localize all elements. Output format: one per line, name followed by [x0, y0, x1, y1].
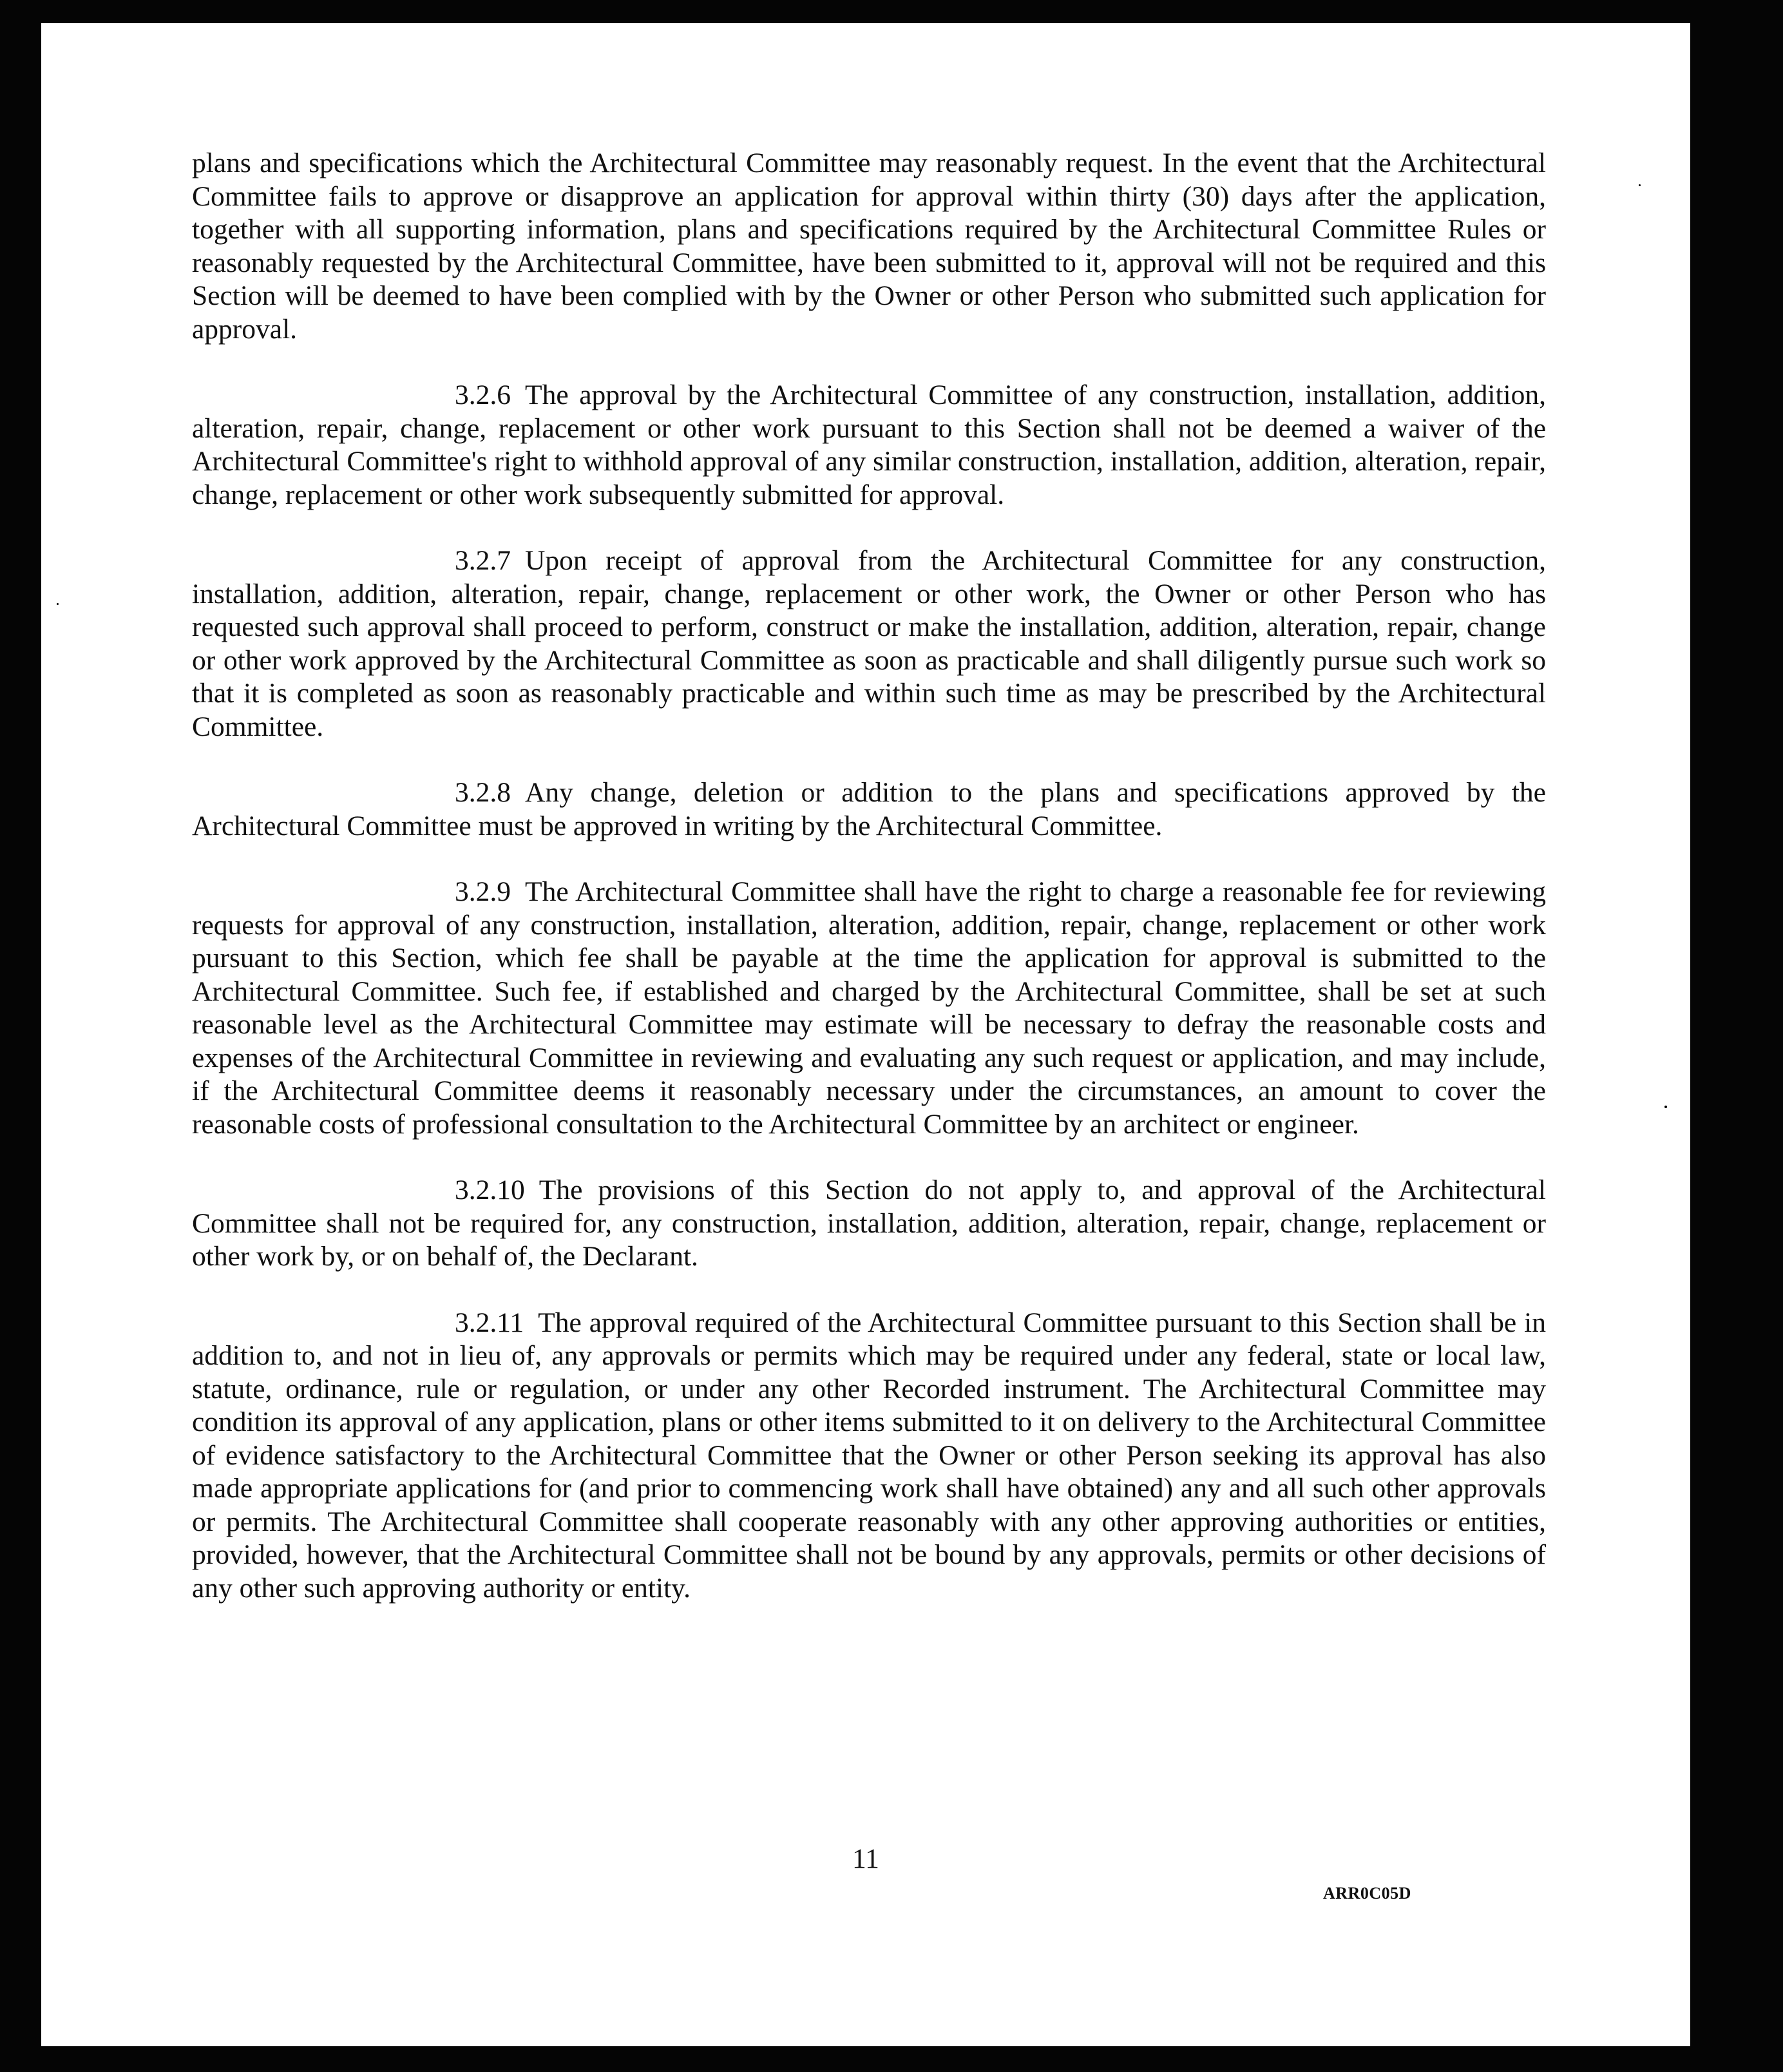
section-text: The approval required of the Architectural Committee pursuant to this Section shall be in addition to, and not in lieu of, any approvals or permits which may be required under any federal, state or local law, statute, ordinance, rule or regulation, or under any other Recorded instrument. The Architectural Committee may condition its approval of any application, plans or other items submitted to it on delivery to the Architectural Committee of evidence satisfactory to the Architectural Committee that the Owner or other Person seeking its approval has also made appropriate applications for (and prior to commencing work shall have obtained) any and all such other approvals or permits. The Architectural Committee shall cooperate reasonably with any other approving authorities or entities, provided, however, that the Architectural Committee shall not be bound by any approvals, permits or other decisions of any other such approving authority or entity.: [192, 1307, 1546, 1604]
scan-speck: [57, 603, 59, 605]
section-3-2-7: [192, 544, 1546, 743]
section-text: The Architectural Committee shall have the right to charge a reasonable fee for reviewing requests for approval of any construction, installation, alteration, addition, repair, change, replacement or other work pursuant to this Section, which fee shall be payable at the time the application for approval is submitted to the Architectural Committee. Such fee, if established and charged by the Architectural Committee, shall be set at such reasonable level as the Architectural Committee may estimate will be necessary to defray the reasonable costs and expenses of the Architectural Committee in reviewing and evaluating any such request or application, and may include, if the Architectural Committee deems it reasonably necessary under the circumstances, an amount to cover the reasonable costs of professional consultation to the Architectural Committee by an architect or engineer.: [192, 876, 1546, 1140]
section-text: The approval by the Architectural Committee of any construction, installation, addition, alteration, repair, change, replacement or other work pursuant to this Section shall not be deemed a waiver of the Architectural Committee's right to withhold approval of any similar construction, installation, addition, alteration, repair, change, replacement or other work subsequently submitted for approval.: [192, 379, 1546, 510]
section-text: The provisions of this Section do not apply to, and approval of the Architectural Committee shall not be required for, any construction, installation, addition, alteration, repair, change, replacement or other work by, or on behalf of, the Declarant.: [192, 1175, 1546, 1272]
section-number: 3.2.11: [455, 1307, 524, 1338]
section-number: 3.2.7: [455, 545, 511, 576]
section-number: 3.2.8: [455, 777, 511, 808]
section-3-2-6: [192, 379, 1546, 512]
section-text: Upon receipt of approval from the Architectural Committee for any construction, installation, addition, alteration, repair, change, replacement or other work, the Owner or other Person who has requested such approval shall proceed to perform, construct or make the installation, addition, alteration, repair, change or other work approved by the Architectural Committee as soon as practicable and shall diligently pursue such work so that it is completed as soon as reasonably practicable and within such time as may be prescribed by the Architectural Committee.: [192, 545, 1546, 742]
section-3-2-8: [192, 776, 1546, 843]
page-number: 11: [852, 1843, 879, 1874]
document-page: [41, 23, 1690, 2046]
section-3-2-11: [192, 1307, 1546, 1606]
document-code: ARR0C05D: [1323, 1884, 1411, 1903]
section-number: 3.2.6: [455, 379, 511, 410]
section-3-2-9: [192, 876, 1546, 1141]
section-3-2-10: [192, 1174, 1546, 1274]
section-number: 3.2.9: [455, 876, 511, 907]
scan-speck: [1639, 184, 1641, 186]
section-text: Any change, deletion or addition to the plans and specifications approved by the Architectural Committee must be approved in writing by the Architectural Committee.: [192, 777, 1546, 841]
opening-paragraph: [192, 147, 1546, 346]
opening-paragraph-text: plans and specifications which the Architectural Committee may reasonably request. In the event that the Architectural Committee fails to approve or disapprove an application for approval within thirty (30) days after the application, together with all supporting information, plans and specifications required by the Architectural Committee Rules or reasonably requested by the Architectural Committee, have been submitted to it, approval will not be required and this Section will be deemed to have been complied with by the Owner or other Person who submitted such application for approval.: [192, 148, 1546, 345]
section-number: 3.2.10: [455, 1175, 525, 1205]
document-body: [192, 147, 1546, 1638]
scan-speck: [1664, 1106, 1667, 1108]
